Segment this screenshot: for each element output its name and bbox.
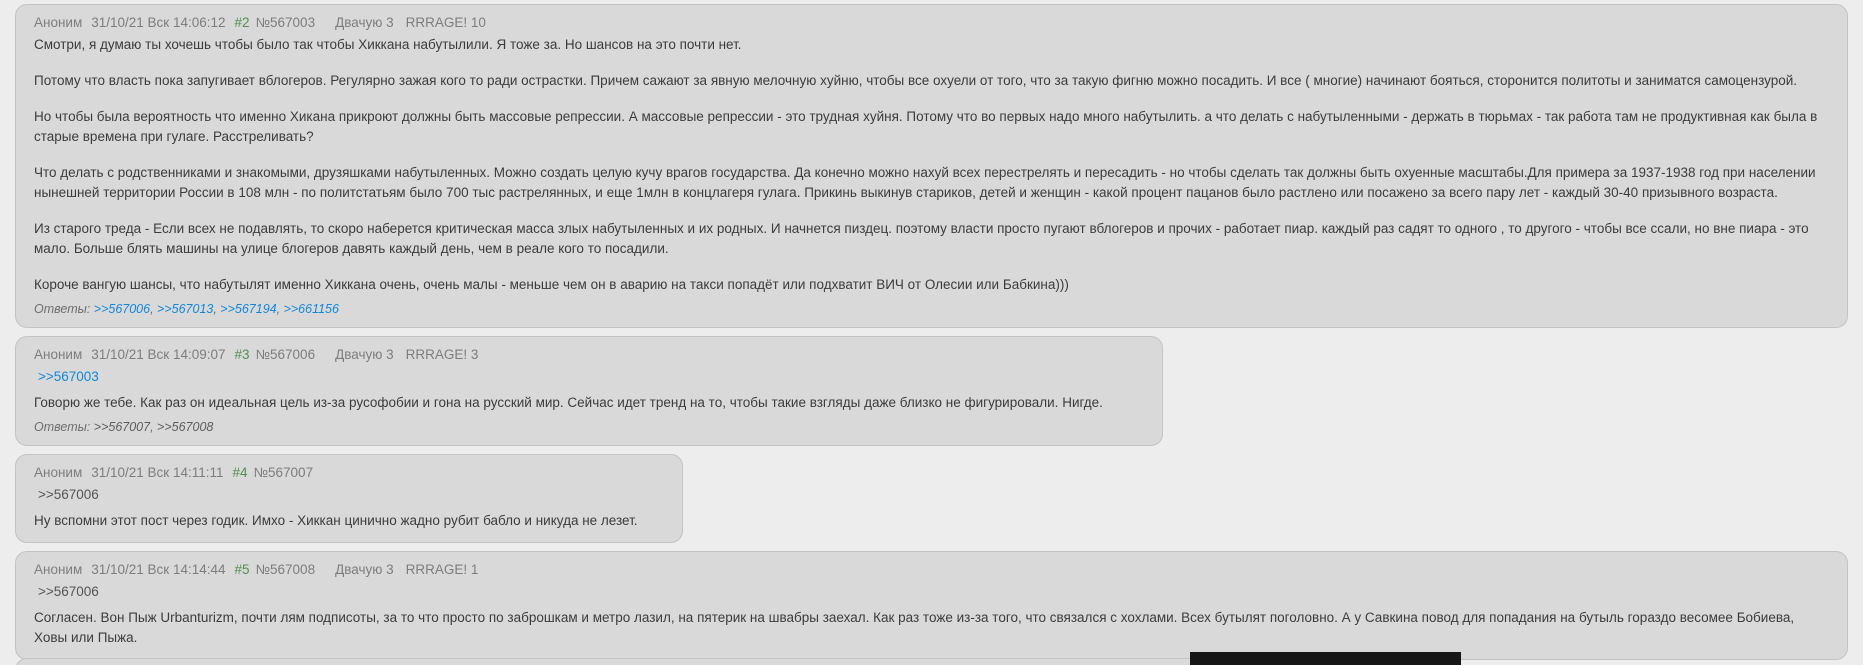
post-block <box>15 551 1848 660</box>
dark-bar <box>1190 652 1461 665</box>
quote-link[interactable]: >>567006 <box>38 487 99 502</box>
post-body <box>34 511 664 531</box>
post-body <box>34 608 1829 648</box>
post-datetime: 31/10/21 Вск 14:06:12 <box>91 15 226 30</box>
quote-link[interactable]: >>567003 <box>38 369 99 384</box>
post-block <box>15 454 683 543</box>
reply-link[interactable]: >>567013 , <box>157 302 220 316</box>
post-body <box>34 393 1144 413</box>
dvachuyu-badge[interactable]: Двачую 3 <box>335 347 394 362</box>
quote-line <box>38 485 664 505</box>
post-datetime: 31/10/21 Вск 14:11:11 <box>91 465 224 480</box>
rrrage-badge[interactable]: RRRAGE! 3 <box>405 347 479 362</box>
author-name: Аноним <box>34 15 83 30</box>
post-ordinal-link[interactable]: #3 <box>234 347 250 362</box>
post-paragraph: Смотри, я думаю ты хочешь чтобы было так чтобы Хиккана набутылили. Я тоже за. Но шансов на это почти нет. <box>34 37 742 52</box>
post-datetime: 31/10/21 Вск 14:09:07 <box>91 347 226 362</box>
rrrage-badge[interactable]: RRRAGE! 10 <box>405 15 486 30</box>
post-number-link[interactable]: №567008 <box>255 562 316 577</box>
dvachuyu-badge[interactable]: Двачую 3 <box>335 15 394 30</box>
post-number-link[interactable]: №567003 <box>255 15 316 30</box>
reply-link[interactable]: >>567194 , <box>220 302 283 316</box>
post-number-link[interactable]: №567006 <box>255 347 316 362</box>
post-header <box>34 13 1829 33</box>
replies-label: Ответы: <box>34 302 91 316</box>
post-header <box>34 345 1144 365</box>
post-paragraph: Короче вангую шансы, что набутылят именно Хиккана очень, очень малы - меньше чем он в аварию на такси попадёт или подхватит ВИЧ от Олесии или Бабкина))) <box>34 277 1069 292</box>
post-ordinal-link[interactable]: #4 <box>232 465 248 480</box>
reply-link[interactable]: >>661156 <box>283 302 339 316</box>
post-number-link[interactable]: №567007 <box>253 465 314 480</box>
rrrage-badge[interactable]: RRRAGE! 1 <box>405 562 479 577</box>
post-paragraph: Говорю же тебе. Как раз он идеальная цель из-за русофобии и гона на русский мир. Сейчас идет тренд на то, чтобы такие взгляды даже близко не фигурировали. Нигде. <box>34 395 1103 410</box>
replies-row <box>34 418 1144 436</box>
quote-line <box>38 582 1829 602</box>
post-paragraph: Из старого треда - Если всех не подавлять, то скоро наберется критическая масса злых набутыленных и их родных. И начнется пиздец. поэтому власти просто пугают вблогеров и прочих - работает пиар. каждый раз садят то одного , то другого - чтобы все ссали, но вне пиара - это мало. Больше блять машины на улице блогеров давять каждый день, чем в реале кого то посадили. <box>34 221 1809 256</box>
post-paragraph: Что делать с родственниками и знакомыми, друзяшками набутыленных. Можно создать целую кучу врагов государства. Да конечно можно нахуй всех перестрелять и пересадить - но чтобы сделать так должны быть охуенные масштабы.Для примера за 1937-1938 год при населении нынешней территории России в 108 млн - по политстатьям было 700 тыс растрелянных, и еще 1млн в концлагеря гулага. Прикинь выкинув стариков, детей и женщин - какой процент пацанов было растлено или посажено за всего пару лет - каждый 30-40 призывного возраста. <box>34 165 1816 200</box>
post-header <box>34 463 664 483</box>
post-ordinal-link[interactable]: #5 <box>234 562 250 577</box>
dvachuyu-badge[interactable]: Двачую 3 <box>335 562 394 577</box>
post-block <box>15 336 1163 446</box>
post-body <box>34 35 1829 295</box>
author-name: Аноним <box>34 347 83 362</box>
author-name: Аноним <box>34 562 83 577</box>
post-paragraph: Потому что власть пока запугивает вблогеров. Регулярно зажая кого то ради острастки. Причем сажают за явную мелочную хуйню, чтобы все охуели от того, что за такую фигню можно посадить. И все ( многие) начинают бояться, сторонится политоты и заниматся самоцензурой. <box>34 73 1798 88</box>
reply-link[interactable]: >>567007 , <box>94 420 157 434</box>
reply-link[interactable]: >>567008 <box>157 420 214 434</box>
post-paragraph: Но чтобы была вероятность что именно Хикана прикроют должны быть массовые репрессии. А массовые репрессии - это трудная хуйня. Потому что во первых надо много набутылить. а что делать с набутыленными - держать в тюрьмах - так работа там не продуктивная как была в старые времена при гулаге. Расстреливать? <box>34 109 1818 144</box>
reply-link[interactable]: >>567006 , <box>94 302 157 316</box>
post-ordinal-link[interactable]: #2 <box>234 15 250 30</box>
post-datetime: 31/10/21 Вск 14:14:44 <box>91 562 226 577</box>
quote-link[interactable]: >>567006 <box>38 584 99 599</box>
post-block <box>15 4 1848 328</box>
post-header <box>34 560 1829 580</box>
replies-label: Ответы: <box>34 420 91 434</box>
post-paragraph: Согласен. Вон Пыж Urbanturizm, почти лям подписоты, за то что просто по заброшкам и метро лазил, на пятерик на швабры заехал. Как раз тоже из-за того, что связался с хохлами. Всех бутылят поголовно. А у Савкина повод для попадания на бутыль гораздо весомее Бобиева, Ховы или Пыжа. <box>34 610 1795 645</box>
post-paragraph: Ну вспомни этот пост через годик. Имхо - Хиккан цинично жадно рубит бабло и никуда не лезет. <box>34 513 638 528</box>
replies-row <box>34 300 1829 318</box>
author-name: Аноним <box>34 465 83 480</box>
quote-line <box>38 367 1144 387</box>
